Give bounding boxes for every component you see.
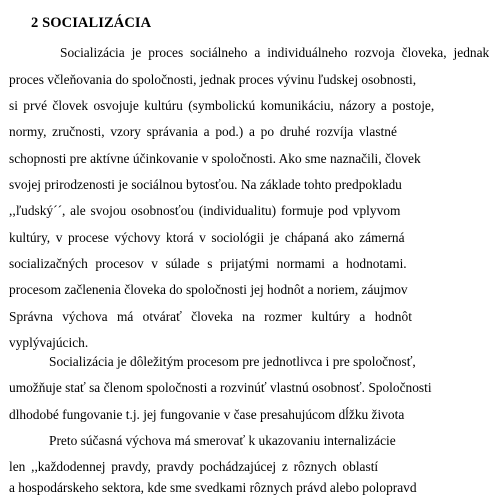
paragraph-line: procesom začlenenia človeka do spoločnosti jej hodnôt a noriem, záujmov (9, 282, 408, 297)
paragraph-line: schopnosti pre aktívne účinkovanie v spoločnosti. Ako sme naznačili, človek (9, 151, 421, 166)
paragraph-line: vyplývajúcich. (9, 335, 89, 350)
paragraph-line: Preto súčasná výchova má smerovať k ukazovaniu internalizácie (49, 433, 396, 448)
paragraph-line: si prvé človek osvojuje kultúru (symbolickú komunikáciu, názory a postoje, (9, 98, 435, 113)
paragraph-line: Socializácia je dôležitým procesom pre jednotlivca i pre spoločnosť, (49, 354, 416, 369)
paragraph-line: a hospodárskeho sektora, kde sme svedkami rôznych právd alebo polopravd (9, 480, 417, 495)
paragraph-line: dlhodobé fungovanie t.j. jej fungovanie v čase presahujúcom dĺžku života (9, 407, 405, 422)
paragraph-line: len ,,každodennej pravdy, pravdy pochádzajúcej z rôznych oblastí (9, 459, 379, 474)
paragraph-line: ,,ľudský´´, ale svojou osobnosťou (individualitu) formuje pod vplyvom (9, 203, 401, 218)
section-heading: 2 SOCIALIZÁCIA (31, 15, 152, 31)
paragraph-line: normy, zručnosti, vzory správania a pod.) a po druhé rozvíja vlastné (9, 124, 397, 139)
paragraph-line: Správna výchova má otvárať človeka na rozmer kultúry a hodnôt (9, 309, 412, 324)
paragraph-line: svojej prirodzenosti je sociálnou bytosťou. Na základe tohto predpokladu (9, 177, 402, 192)
paragraph-line: Socializácia je proces sociálneho a individuálneho rozvoja človeka, jednak (60, 45, 489, 60)
paragraph-line: umožňuje stať sa členom spoločnosti a rozvinúť vlastnú osobnosť. Spoločnosti (9, 380, 432, 395)
paragraph-line: kultúry, v procese výchovy ktorá v sociológii je chápaná ako zámerná (9, 230, 405, 245)
paragraph-line: proces včleňovania do spoločnosti, jednak proces vývinu ľudskej osobnosti, (9, 72, 417, 87)
paragraph-line: socializačných procesov v súlade s prijatými normami a hodnotami. (9, 256, 407, 271)
